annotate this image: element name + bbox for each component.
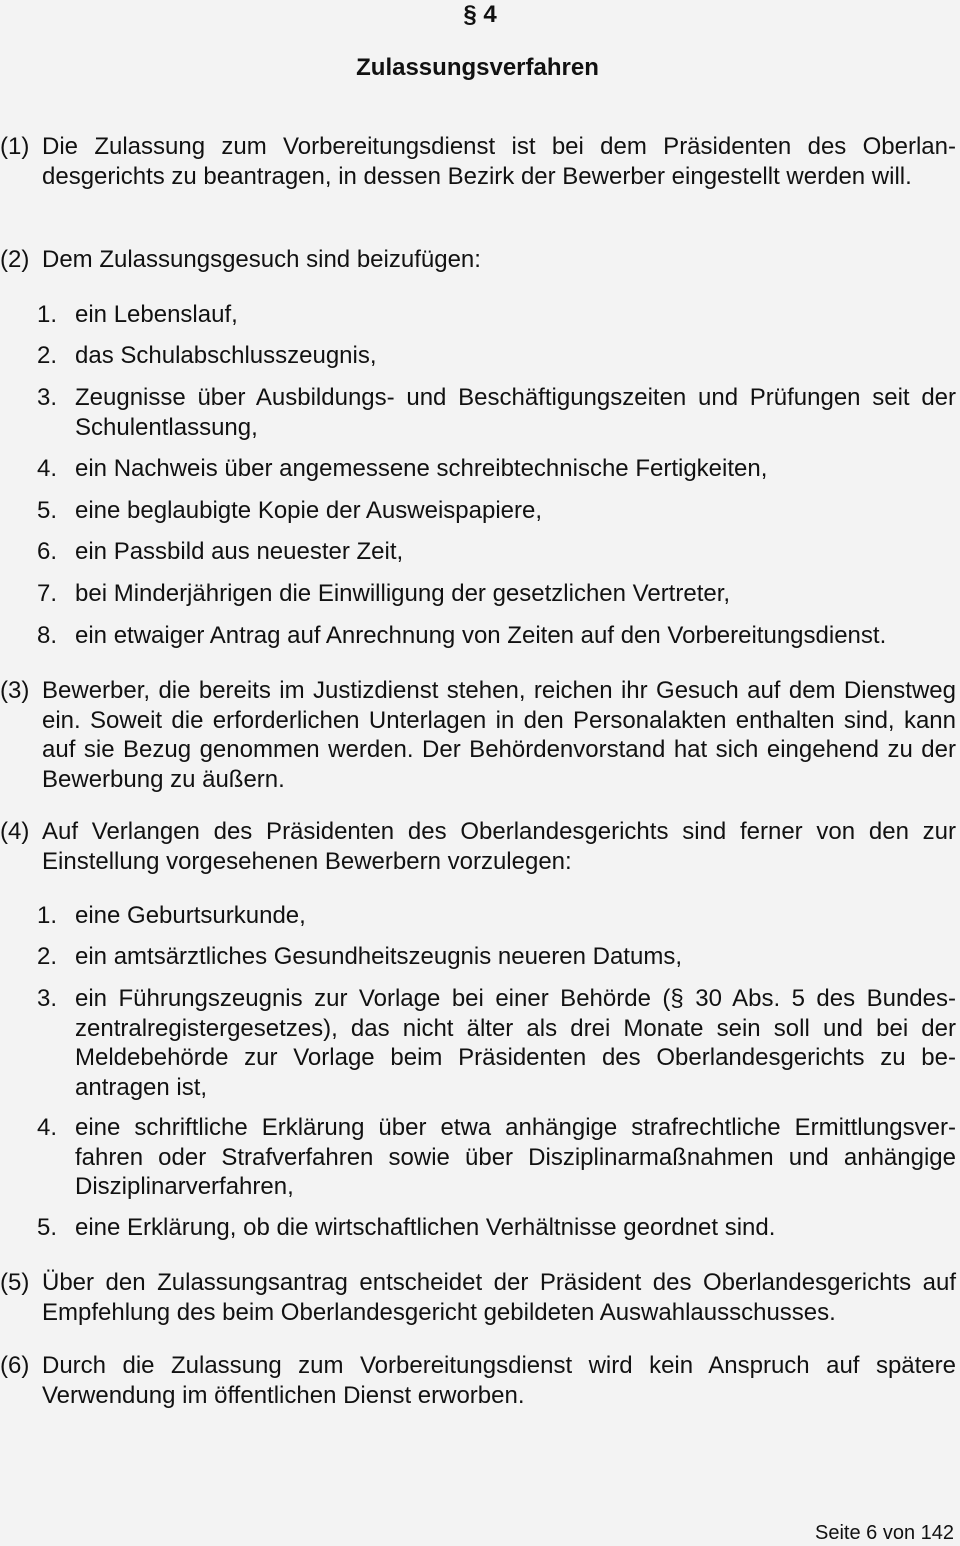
list-item [37,341,956,371]
paragraph-5 [0,1268,956,1327]
list-item [37,454,956,484]
paragraph-6 [0,1351,956,1410]
list-item-number: 4. [37,1114,58,1141]
list-item [37,942,956,972]
list-item [37,621,956,651]
list-item-text: ein Passbild aus neuester Zeit, [75,538,404,565]
page-number-footer: Seite 6 von 142 [815,1522,954,1544]
paragraph-number: (1) [0,133,30,160]
list-item-number: 5. [37,497,58,524]
paragraph-number: (4) [0,818,30,845]
list-item-number: 5. [37,1214,58,1241]
paragraph-1 [0,132,956,191]
list-item-text: eine Erklärung, ob die wirtschaftlichen Verhältnisse geordnet sind. [75,1214,776,1241]
list-item-text: ein Führungszeugnis zur Vorlage bei einer Behörde (§ 30 Abs. 5 des Bundeszentralregistergesetzes), das nicht älter als drei Monate sein soll und bei der Meldebehörde zur Vorlage beim Präsidenten des Oberlandesgerichts zu beantragen ist, [75,985,956,1101]
list-item [37,300,956,330]
list-item [37,984,956,1102]
list-item-text: Zeugnisse über Ausbildungs- und Beschäftigungszeiten und Prüfungen seit der Schulentlassung, [75,384,956,441]
paragraph-text: Durch die Zulassung zum Vorbereitungsdienst wird kein Anspruch auf spätere Verwendung im öffentlichen Dienst erworben. [42,1352,956,1409]
list-item-number: 1. [37,902,58,929]
list-item [37,901,956,931]
list-item [37,496,956,526]
list-item-number: 1. [37,301,58,328]
list-item [37,1113,956,1202]
list-item-number: 2. [37,943,58,970]
section-number: § 4 [463,1,497,28]
paragraph-text: Auf Verlangen des Präsidenten des Oberlandesgerichts sind ferner von den zur Einstellung vorgesehenen Bewerbern vorzulegen: [42,818,956,875]
list-item [37,1213,956,1243]
paragraph-number: (2) [0,246,30,273]
list-item [37,383,956,442]
list-item-number: 2. [37,342,58,369]
list-item [37,537,956,567]
paragraph-text: Die Zulassung zum Vorbereitungsdienst ist bei dem Präsidenten des Oberlandesgerichts zu beantragen, in dessen Bezirk der Bewerber eingestellt werden will. [42,133,956,190]
list-item-text: ein etwaiger Antrag auf Anrechnung von Zeiten auf den Vorbereitungsdienst. [75,622,887,649]
list-item-text: ein Nachweis über angemessene schreibtechnische Fertigkeiten, [75,455,768,482]
list-item-number: 3. [37,985,58,1012]
paragraph-number: (5) [0,1269,30,1296]
list-item-number: 8. [37,622,58,649]
list-item-number: 3. [37,384,58,411]
list-item-number: 4. [37,455,58,482]
paragraph-text: Bewerber, die bereits im Justizdienst stehen, reichen ihr Gesuch auf dem Dienstweg ein. Soweit die erforderlichen Unterlagen in den Personalakten enthalten sind, kann auf sie Bezug genommen werden. Der Behördenvorstand hat sich eingehend zu der Bewerbung zu äußern. [42,677,956,793]
list-item-text: eine beglaubigte Kopie der Ausweispapiere, [75,497,543,524]
paragraph-3 [0,676,956,794]
list-item [37,579,956,609]
paragraph-number: (3) [0,677,30,704]
list-item-text: das Schulabschlusszeugnis, [75,342,377,369]
list-item-text: eine Geburtsurkunde, [75,902,306,929]
section-title: Zulassungsverfahren [356,54,599,81]
list-item-number: 6. [37,538,58,565]
paragraph-2 [0,245,956,275]
list-item-text: ein amtsärztliches Gesundheitszeugnis neueren Datums, [75,943,682,970]
list-item-text: eine schriftliche Erklärung über etwa anhängige strafrechtliche Ermittlungsverfahren oder Strafverfahren sowie über Disziplinarmaßnahmen und anhängige Disziplinarverfahren, [75,1114,956,1200]
paragraph-text: Über den Zulassungsantrag entscheidet der Präsident des Oberlandesgerichts auf Empfehlung des beim Oberlandesgericht gebildeten Auswahlausschusses. [42,1269,956,1326]
list-item-text: ein Lebenslauf, [75,301,238,328]
paragraph-text: Dem Zulassungsgesuch sind beizufügen: [42,246,481,273]
paragraph-4 [0,817,956,876]
paragraph-number: (6) [0,1352,30,1379]
list-item-text: bei Minderjährigen die Einwilligung der gesetzlichen Vertreter, [75,580,731,607]
list-item-number: 7. [37,580,58,607]
